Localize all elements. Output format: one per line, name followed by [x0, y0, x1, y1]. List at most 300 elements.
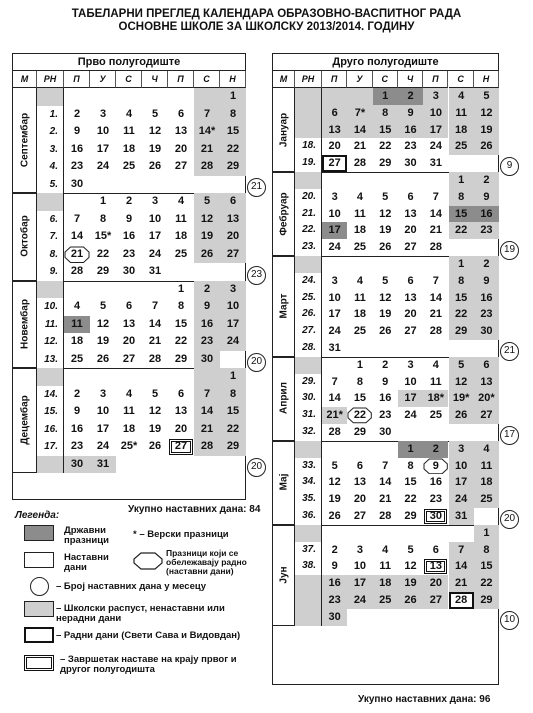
day-cell: [220, 176, 246, 194]
day-cell: 21: [449, 575, 474, 592]
week-number: 1.: [37, 106, 64, 124]
day-cell: 14: [70, 230, 84, 242]
week-number: 17.: [37, 438, 64, 456]
day-cell: 27: [168, 438, 194, 456]
week-number: 13.: [37, 351, 64, 369]
day-cell: 15: [474, 558, 499, 575]
day-cell: 5: [194, 193, 220, 211]
day-cell: 21: [353, 140, 367, 153]
week-number: 5.: [37, 176, 64, 194]
day-cell: 12: [96, 317, 110, 330]
legend-swatch-state-holiday: [24, 525, 54, 541]
day-cell: 18: [449, 122, 474, 139]
day-cell: 10: [148, 212, 162, 225]
day-cell: 17: [423, 122, 448, 139]
day-cell: 19*: [449, 390, 474, 407]
day-cell: 5: [449, 357, 474, 374]
day-cell: [116, 368, 142, 386]
day-cell: 13: [220, 211, 246, 229]
month-cell: [273, 172, 295, 256]
day-cell: 16: [474, 290, 499, 307]
legend-swatch-teaching: [24, 552, 54, 568]
day-cell: 24: [404, 409, 417, 422]
day-cell: 4: [382, 543, 389, 556]
day-cell: 23: [122, 247, 136, 260]
day-cell: 28: [70, 265, 84, 277]
day-cell: [168, 88, 194, 106]
column-header: Ч: [142, 71, 168, 88]
day-cell: 2: [194, 281, 220, 299]
day-cell: 7: [194, 106, 220, 124]
day-cell: [474, 340, 499, 357]
day-cell: 11: [449, 105, 474, 122]
week-number: 28.: [295, 340, 322, 357]
day-cell: 5: [474, 88, 499, 105]
day-cell: 16: [398, 122, 423, 139]
week-number: [37, 88, 64, 106]
day-cell: 1: [220, 88, 246, 106]
month-name: Новембар: [19, 298, 30, 349]
month-cell: [13, 193, 37, 281]
day-cell: 20: [328, 140, 341, 153]
day-cell: 23: [404, 140, 417, 153]
day-cell: 28: [379, 510, 392, 522]
title-line-1: ТАБЕЛАРНИ ПРЕГЛЕД КАЛЕНДАРА ОБРАЗОВНО-ВАСПИТНОГ РАДА: [71, 8, 462, 20]
day-cell: 1: [99, 195, 107, 207]
day-cell: 8: [449, 273, 474, 290]
day-cell: 26: [148, 160, 162, 172]
day-cell: [423, 424, 448, 441]
day-cell: 29: [449, 323, 474, 340]
day-cell: [449, 525, 474, 542]
day-cell: 23: [194, 333, 220, 351]
day-cell: 11: [354, 207, 366, 220]
day-cell: [398, 172, 423, 189]
day-cell: 6: [474, 357, 499, 374]
month-name: Јануар: [278, 112, 289, 147]
day-cell: 31: [148, 265, 162, 277]
day-cell: 21: [194, 421, 220, 439]
day-cell: 13: [404, 291, 417, 304]
day-cell: 23: [70, 440, 84, 452]
week-number: 15.: [37, 403, 64, 421]
day-cell: 14: [347, 122, 372, 139]
day-cell: 13: [423, 558, 448, 575]
day-cell: 6: [432, 543, 439, 556]
week-number: 23.: [295, 239, 322, 256]
day-cell: 11: [474, 458, 499, 475]
column-header: У: [347, 71, 372, 88]
day-cell: 30: [64, 456, 90, 474]
day-cell: 5: [331, 459, 338, 472]
week-number: 36.: [295, 508, 322, 525]
teaching-days-count-circle: 19: [500, 241, 519, 260]
day-cell: [168, 176, 194, 194]
day-cell: 7: [432, 190, 439, 203]
month-name: Септембар: [19, 112, 30, 168]
day-cell: 12: [379, 291, 392, 304]
day-cell: 22: [174, 335, 188, 347]
legend-count: – Број наставних дана у месецу: [56, 581, 206, 592]
day-cell: 16: [379, 392, 392, 405]
week-number: 37.: [295, 542, 322, 559]
day-cell: [398, 340, 423, 357]
column-header: М: [13, 71, 37, 88]
day-cell: 30: [322, 609, 347, 626]
day-cell: [220, 351, 246, 369]
day-cell: [90, 88, 116, 106]
week-number: [295, 88, 322, 105]
month-cell: [273, 441, 295, 525]
day-cell: 12: [449, 374, 474, 391]
day-cell: 5: [151, 107, 159, 120]
column-header: С: [373, 71, 398, 88]
week-number: [295, 122, 322, 139]
day-cell: [116, 88, 142, 106]
week-number: 27.: [295, 323, 322, 340]
day-cell: 22: [379, 140, 392, 153]
day-cell: 11: [123, 405, 135, 417]
title-line-2: ОСНОВНЕ ШКОЛЕ ЗА ШКОЛСКУ 2013/2014. ГОДИНУ: [118, 21, 415, 33]
day-cell: [64, 281, 90, 299]
day-cell: 21: [148, 335, 162, 347]
day-cell: 17: [220, 316, 246, 334]
day-cell: [347, 172, 372, 189]
day-cell: [142, 176, 168, 194]
day-cell: 14: [429, 291, 442, 304]
day-cell: 9: [194, 298, 220, 316]
day-cell: 24: [96, 440, 110, 452]
day-cell: [423, 525, 448, 542]
month-name: Децембар: [19, 395, 30, 445]
teaching-days-count-circle: 9: [500, 157, 519, 176]
day-cell: 1: [220, 368, 246, 386]
day-cell: 20: [220, 228, 246, 246]
day-cell: 3: [407, 358, 414, 371]
column-header: Н: [474, 71, 499, 88]
day-cell: 27: [122, 352, 136, 365]
week-number: [295, 256, 322, 273]
day-cell: 19: [194, 228, 220, 246]
day-cell: 8: [449, 189, 474, 206]
week-number: [37, 368, 64, 386]
month-cell: [273, 256, 295, 357]
day-cell: [474, 609, 499, 626]
day-cell: 15: [449, 206, 474, 223]
day-cell: [373, 609, 398, 626]
day-cell: 13: [404, 207, 417, 220]
first-semester-table: [12, 53, 246, 500]
legend-circle-icon: [30, 577, 49, 596]
legend-swatch-workday: [24, 627, 54, 643]
legend-break: – Школски распуст, ненаставни или нерадни дани: [56, 603, 225, 624]
day-cell: [347, 88, 372, 105]
day-cell: 27: [423, 592, 448, 609]
day-cell: 10: [96, 405, 110, 417]
column-header: П: [168, 71, 194, 88]
day-cell: [194, 263, 220, 281]
day-cell: 22: [449, 222, 474, 239]
day-cell: [398, 424, 423, 441]
day-cell: [168, 456, 194, 474]
day-cell: 11: [379, 560, 392, 573]
day-cell: 9: [125, 212, 133, 225]
week-number: 29.: [295, 374, 322, 391]
day-cell: 24: [96, 160, 110, 172]
day-cell: [322, 357, 347, 374]
day-cell: 21: [429, 308, 442, 321]
day-cell: 12: [379, 207, 392, 220]
week-number: 34.: [295, 474, 322, 491]
day-cell: 1: [356, 358, 363, 371]
day-cell: 4: [356, 190, 363, 203]
day-cell: 27: [220, 246, 246, 264]
day-cell: 16: [474, 206, 499, 223]
day-cell: [168, 368, 194, 386]
day-cell: [373, 525, 398, 542]
week-number: 31.: [295, 407, 322, 424]
week-number: 4.: [37, 158, 64, 176]
day-cell: 26: [474, 138, 499, 155]
day-cell: 18*: [423, 390, 448, 407]
day-cell: 15: [449, 290, 474, 307]
day-cell: 22: [353, 409, 367, 422]
day-cell: 20: [404, 224, 417, 237]
column-header: П: [322, 71, 347, 88]
week-number: 18.: [295, 138, 322, 155]
day-cell: 7*: [347, 105, 372, 122]
day-cell: 16: [70, 142, 84, 155]
day-cell: 2: [423, 441, 448, 458]
column-header: РН: [295, 71, 322, 88]
day-cell: 13: [122, 317, 136, 330]
legend-religious: * – Верски празници: [133, 529, 229, 540]
day-cell: 28: [148, 352, 162, 365]
week-number: [295, 105, 322, 122]
day-cell: 7: [194, 386, 220, 404]
day-cell: 22: [404, 493, 417, 506]
day-cell: 30: [379, 426, 392, 438]
day-cell: 4: [125, 107, 133, 120]
day-cell: 27: [322, 155, 347, 172]
day-cell: 14: [148, 317, 162, 330]
day-cell: 7: [432, 274, 439, 287]
day-cell: [168, 263, 194, 281]
day-cell: 31: [328, 342, 341, 354]
month-name: Октобар: [19, 215, 30, 258]
day-cell: 17: [398, 390, 423, 407]
day-cell: 8: [474, 542, 499, 559]
day-cell: 18: [373, 575, 398, 592]
week-number: [295, 172, 322, 189]
day-cell: 22: [474, 575, 499, 592]
week-number: 32.: [295, 424, 322, 441]
day-cell: 1: [398, 441, 423, 458]
day-cell: 9: [432, 459, 439, 472]
week-number: 33.: [295, 458, 322, 475]
day-cell: 2: [474, 172, 499, 189]
day-cell: 18: [122, 422, 136, 435]
day-cell: 17: [96, 422, 110, 435]
day-cell: 12: [148, 405, 162, 417]
day-cell: 7: [331, 375, 338, 388]
month-cell: [13, 281, 37, 369]
day-cell: 24: [429, 140, 442, 153]
day-cell: 21: [429, 224, 442, 237]
day-cell: 26: [379, 241, 392, 254]
day-cell: [373, 441, 398, 458]
day-cell: 30: [194, 351, 220, 369]
day-cell: 26: [96, 352, 110, 365]
day-cell: 19: [148, 422, 162, 435]
day-cell: [142, 456, 168, 474]
week-number: 6.: [37, 211, 64, 229]
day-cell: 15: [404, 476, 417, 489]
day-cell: 30: [423, 508, 448, 525]
day-cell: 14: [379, 476, 392, 489]
week-number: 7.: [37, 228, 64, 246]
teaching-days-count-circle: 23: [247, 266, 266, 285]
day-cell: [474, 424, 499, 441]
day-cell: 28: [194, 438, 220, 456]
day-cell: 24: [148, 247, 162, 260]
day-cell: 10: [220, 298, 246, 316]
day-cell: 9: [474, 273, 499, 290]
day-cell: 27: [404, 241, 417, 254]
day-cell: 26: [194, 246, 220, 264]
day-cell: 2: [331, 543, 338, 556]
day-cell: 15: [220, 123, 246, 141]
day-cell: 24: [328, 325, 341, 338]
week-number: [295, 441, 322, 458]
day-cell: [220, 456, 246, 474]
day-cell: 21: [194, 141, 220, 159]
day-cell: 31: [429, 157, 442, 170]
day-cell: 5: [151, 387, 159, 400]
day-cell: 1: [474, 525, 499, 542]
teaching-days-count-circle: 20: [247, 353, 266, 372]
day-cell: [449, 424, 474, 441]
day-cell: 13: [322, 122, 347, 139]
day-cell: [116, 456, 142, 474]
day-cell: 12: [474, 105, 499, 122]
month-cell: [273, 88, 295, 172]
first-semester-total: Укупно наставних дана: 84: [128, 504, 261, 515]
day-cell: 4: [449, 88, 474, 105]
day-cell: 19: [379, 308, 392, 321]
day-cell: 20*: [474, 390, 499, 407]
week-number: [295, 575, 322, 592]
week-number: [37, 456, 64, 474]
day-cell: 24: [328, 241, 341, 254]
day-cell: 11: [354, 291, 366, 304]
day-cell: 20: [353, 493, 367, 506]
octagon-icon: [423, 458, 448, 475]
day-cell: 3: [151, 195, 159, 207]
day-cell: 18: [70, 335, 84, 347]
day-cell: [116, 281, 142, 299]
day-cell: 7: [151, 300, 159, 312]
day-cell: 28: [429, 325, 442, 338]
day-cell: 16: [122, 230, 136, 242]
legend-marked-holiday: Празници који се обележавају радно (наставни дани): [166, 548, 247, 576]
day-cell: 8: [373, 105, 398, 122]
day-cell: 6: [177, 387, 185, 400]
day-cell: 10: [96, 125, 110, 137]
day-cell: 20: [423, 575, 448, 592]
day-cell: 18: [174, 230, 188, 242]
day-cell: 12: [148, 125, 162, 137]
day-cell: 19: [328, 493, 341, 506]
day-cell: 15: [373, 122, 398, 139]
day-cell: 4: [474, 441, 499, 458]
day-cell: [90, 368, 116, 386]
week-number: 12.: [37, 333, 64, 351]
day-cell: 1: [177, 282, 185, 295]
teaching-days-count-circle: 10: [500, 611, 519, 630]
day-cell: 2: [125, 195, 133, 207]
day-cell: 9: [382, 375, 389, 388]
day-cell: [449, 239, 474, 256]
day-cell: [423, 256, 448, 273]
legend-workdays: – Радни дани (Свети Сава и Видовдан): [56, 630, 241, 641]
day-cell: 10: [353, 560, 367, 573]
day-cell: 19: [474, 122, 499, 139]
day-cell: 7: [73, 212, 81, 225]
day-cell: [322, 172, 347, 189]
week-number: 14.: [37, 386, 64, 404]
day-cell: 20: [404, 308, 417, 321]
day-cell: 27: [404, 325, 417, 338]
legend-title: Легенда:: [15, 510, 60, 521]
column-header: Н: [220, 71, 246, 88]
week-number: [295, 525, 322, 542]
week-number: [37, 281, 64, 299]
day-cell: 23: [474, 306, 499, 323]
week-number: 19.: [295, 155, 322, 172]
day-cell: [347, 256, 372, 273]
day-cell: 17: [328, 308, 341, 321]
day-cell: 16: [429, 476, 442, 489]
month-name: Јун: [278, 566, 289, 584]
week-number: 3.: [37, 141, 64, 159]
week-number: [37, 193, 64, 211]
day-cell: 29: [379, 157, 392, 170]
day-cell: 29: [353, 426, 367, 438]
day-cell: 16: [322, 575, 347, 592]
day-cell: 2: [73, 387, 81, 400]
day-cell: 4: [356, 274, 363, 287]
day-cell: 1: [449, 256, 474, 273]
day-cell: 27: [174, 160, 188, 172]
day-cell: 28: [449, 592, 474, 609]
day-cell: 23: [322, 592, 347, 609]
month-cell: [273, 357, 295, 441]
column-header: С: [194, 71, 220, 88]
day-cell: 3: [99, 387, 107, 400]
week-number: 26.: [295, 306, 322, 323]
day-cell: [373, 172, 398, 189]
day-cell: 11: [175, 212, 187, 225]
day-cell: 9: [331, 560, 338, 573]
day-cell: [194, 456, 220, 474]
day-cell: 9: [73, 405, 81, 417]
day-cell: [398, 609, 423, 626]
day-cell: 6: [322, 105, 347, 122]
day-cell: 3: [331, 190, 338, 203]
day-cell: 26: [449, 407, 474, 424]
day-cell: [423, 340, 448, 357]
